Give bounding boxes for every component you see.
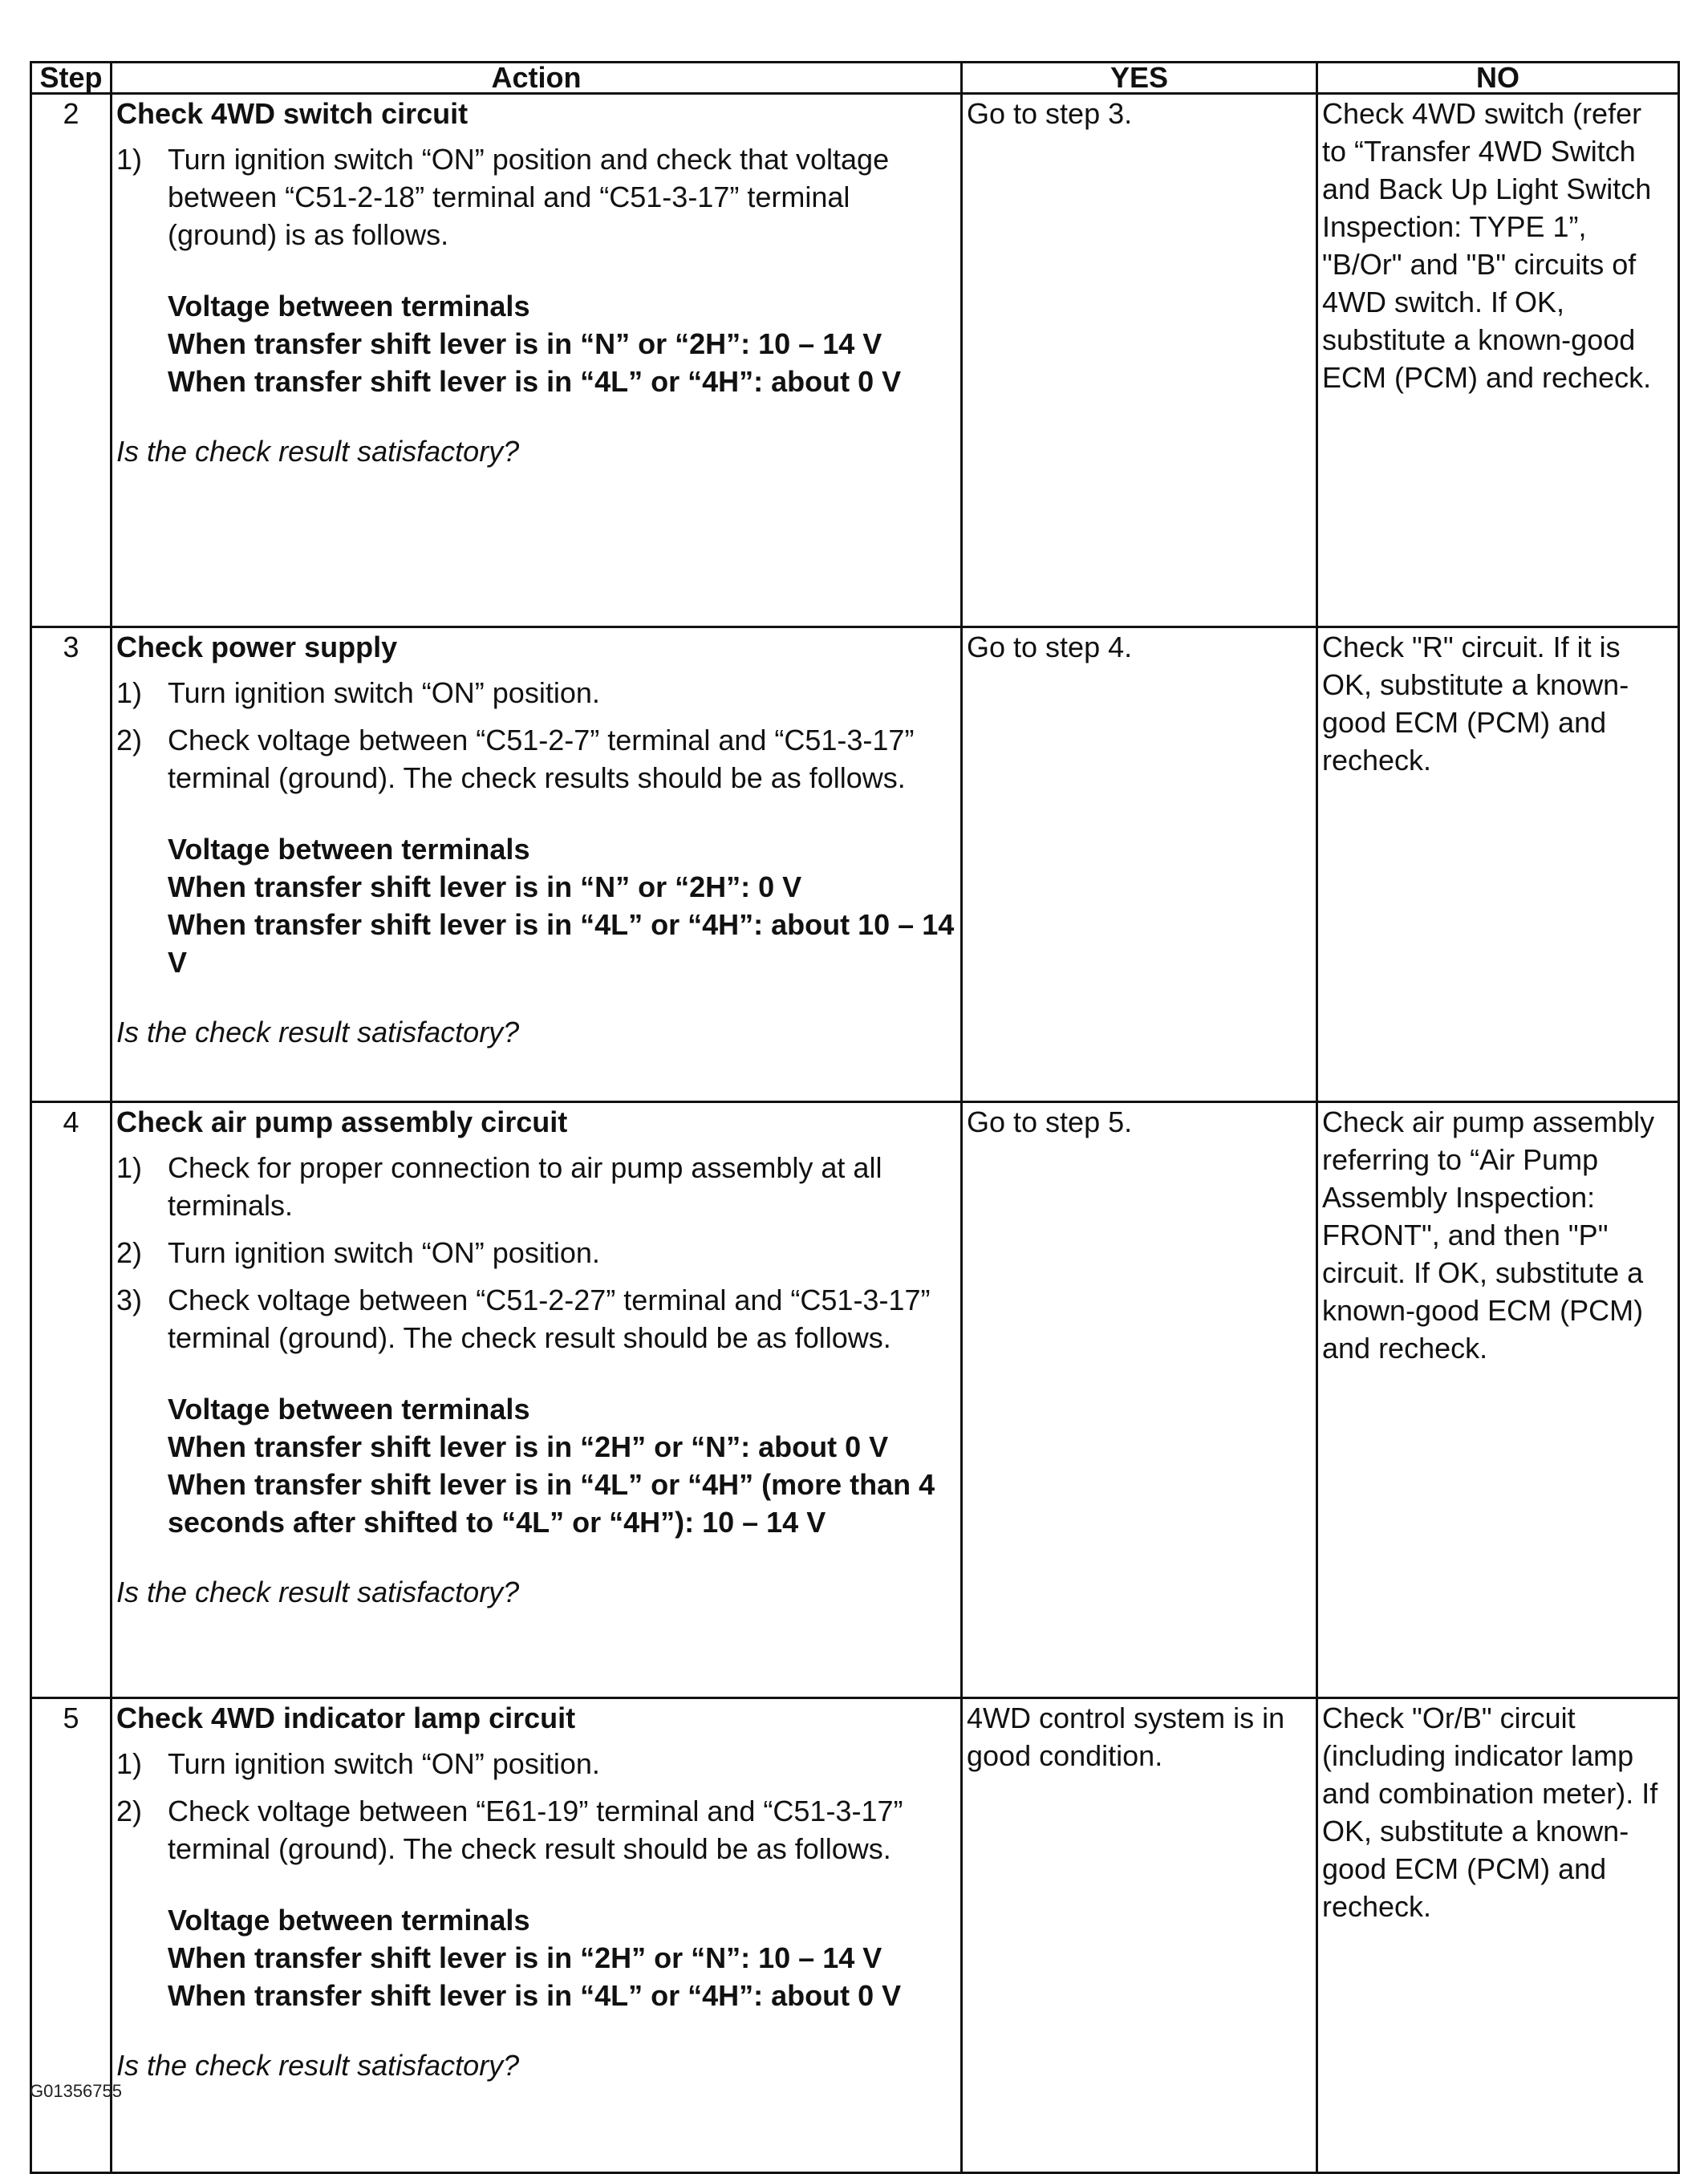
no-cell: Check "Or/B" circuit (including indicator lamp and combination meter). If OK, substitute a known-good ECM (PCM) and recheck.	[1317, 1698, 1679, 2173]
step-title: Check 4WD switch circuit	[116, 97, 469, 130]
instruction-number: 3)	[116, 1284, 143, 1316]
spec-heading: Voltage between terminals	[168, 1393, 530, 1426]
action-cell	[112, 1102, 962, 1698]
instruction-item	[116, 1745, 956, 1783]
step-title: Check 4WD indicator lamp circuit	[116, 1701, 576, 1734]
header-action: Action	[112, 63, 962, 94]
instruction-item	[116, 721, 956, 797]
yes-cell: Go to step 4.	[962, 627, 1317, 1102]
instruction-number: 1)	[116, 1151, 143, 1184]
instruction-text: Check voltage between “C51-2-27” terminal and “C51-3-17” terminal (ground). The check result should be as follows.	[168, 1284, 931, 1354]
instruction-item	[116, 1149, 956, 1224]
instruction-text: Turn ignition switch “ON” position and check that voltage between “C51-2-18” terminal and “C51-3-17” terminal (ground) is as follows.	[168, 143, 890, 251]
table-header-row	[31, 63, 1679, 94]
header-no: NO	[1317, 63, 1679, 94]
instruction-list	[116, 1745, 956, 1868]
no-cell: Check 4WD switch (refer to “Transfer 4WD Switch and Back Up Light Switch Inspection: TYPE 1”, "B/Or" and "B" circuits of 4WD switch. If OK, substitute a known-good ECM (PCM) and recheck.	[1317, 94, 1679, 627]
voltage-spec	[168, 1390, 956, 1541]
table-row	[31, 94, 1679, 627]
step-number: 2	[31, 94, 112, 627]
instruction-text: Check for proper connection to air pump assembly at all terminals.	[168, 1151, 882, 1222]
table-row	[31, 627, 1679, 1102]
instruction-item	[116, 1281, 956, 1357]
instruction-number: 2)	[116, 724, 143, 756]
action-cell	[112, 1698, 962, 2173]
action-cell	[112, 94, 962, 627]
instruction-list	[116, 140, 956, 253]
step-number: 3	[31, 627, 112, 1102]
spec-line: When transfer shift lever is in “4L” or “4H”: about 0 V	[168, 1979, 902, 2012]
header-step: Step	[31, 63, 112, 94]
instruction-item	[116, 1792, 956, 1868]
yes-cell: Go to step 3.	[962, 94, 1317, 627]
voltage-spec	[168, 830, 956, 981]
table-row	[31, 1102, 1679, 1698]
check-question: Is the check result satisfactory?	[116, 1016, 520, 1048]
instruction-text: Turn ignition switch “ON” position.	[168, 1236, 600, 1269]
spec-line: When transfer shift lever is in “2H” or “N”: about 0 V	[168, 1430, 889, 1463]
header-yes: YES	[962, 63, 1317, 94]
step-title: Check air pump assembly circuit	[116, 1105, 568, 1138]
spec-line: When transfer shift lever is in “2H” or “N”: 10 – 14 V	[168, 1941, 882, 1974]
diagnostic-table	[30, 61, 1680, 2174]
instruction-text: Turn ignition switch “ON” position.	[168, 1747, 600, 1780]
instruction-number: 1)	[116, 1747, 143, 1780]
spec-line: When transfer shift lever is in “4L” or “4H” (more than 4 seconds after shifted to “4L” or “4H”): 10 – 14 V	[168, 1468, 935, 1539]
instruction-item	[116, 140, 956, 253]
check-question: Is the check result satisfactory?	[116, 435, 520, 468]
spec-heading: Voltage between terminals	[168, 833, 530, 866]
instruction-item	[116, 1234, 956, 1272]
instruction-number: 1)	[116, 676, 143, 709]
step-number: 4	[31, 1102, 112, 1698]
voltage-spec	[168, 1901, 956, 2014]
instruction-text: Check voltage between “C51-2-7” terminal and “C51-3-17” terminal (ground). The check results should be as follows.	[168, 724, 915, 794]
spec-heading: Voltage between terminals	[168, 290, 530, 322]
instruction-list	[116, 674, 956, 797]
step-number: 5	[31, 1698, 112, 2173]
no-cell: Check air pump assembly referring to “Air Pump Assembly Inspection: FRONT", and then "P" circuit. If OK, substitute a known-good ECM (PCM) and recheck.	[1317, 1102, 1679, 1698]
step-title: Check power supply	[116, 631, 398, 663]
instruction-item	[116, 674, 956, 712]
instruction-text: Check voltage between “E61-19” terminal and “C51-3-17” terminal (ground). The check result should be as follows.	[168, 1795, 903, 1865]
figure-id: G01356755	[30, 2081, 122, 2101]
check-question: Is the check result satisfactory?	[116, 2049, 520, 2082]
spec-line: When transfer shift lever is in “N” or “2H”: 0 V	[168, 870, 802, 903]
instruction-text: Turn ignition switch “ON” position.	[168, 676, 600, 709]
spec-heading: Voltage between terminals	[168, 1904, 530, 1937]
table-row	[31, 1698, 1679, 2173]
yes-cell: Go to step 5.	[962, 1102, 1317, 1698]
yes-cell: 4WD control system is in good condition.	[962, 1698, 1317, 2173]
spec-line: When transfer shift lever is in “4L” or “4H”: about 10 – 14 V	[168, 908, 955, 979]
instruction-list	[116, 1149, 956, 1357]
instruction-number: 1)	[116, 143, 143, 176]
no-cell: Check "R" circuit. If it is OK, substitute a known-good ECM (PCM) and recheck.	[1317, 627, 1679, 1102]
spec-line: When transfer shift lever is in “4L” or “4H”: about 0 V	[168, 365, 902, 398]
action-cell	[112, 627, 962, 1102]
voltage-spec	[168, 287, 956, 400]
instruction-number: 2)	[116, 1795, 143, 1827]
spec-line: When transfer shift lever is in “N” or “2H”: 10 – 14 V	[168, 327, 882, 360]
instruction-number: 2)	[116, 1236, 143, 1269]
check-question: Is the check result satisfactory?	[116, 1576, 520, 1608]
